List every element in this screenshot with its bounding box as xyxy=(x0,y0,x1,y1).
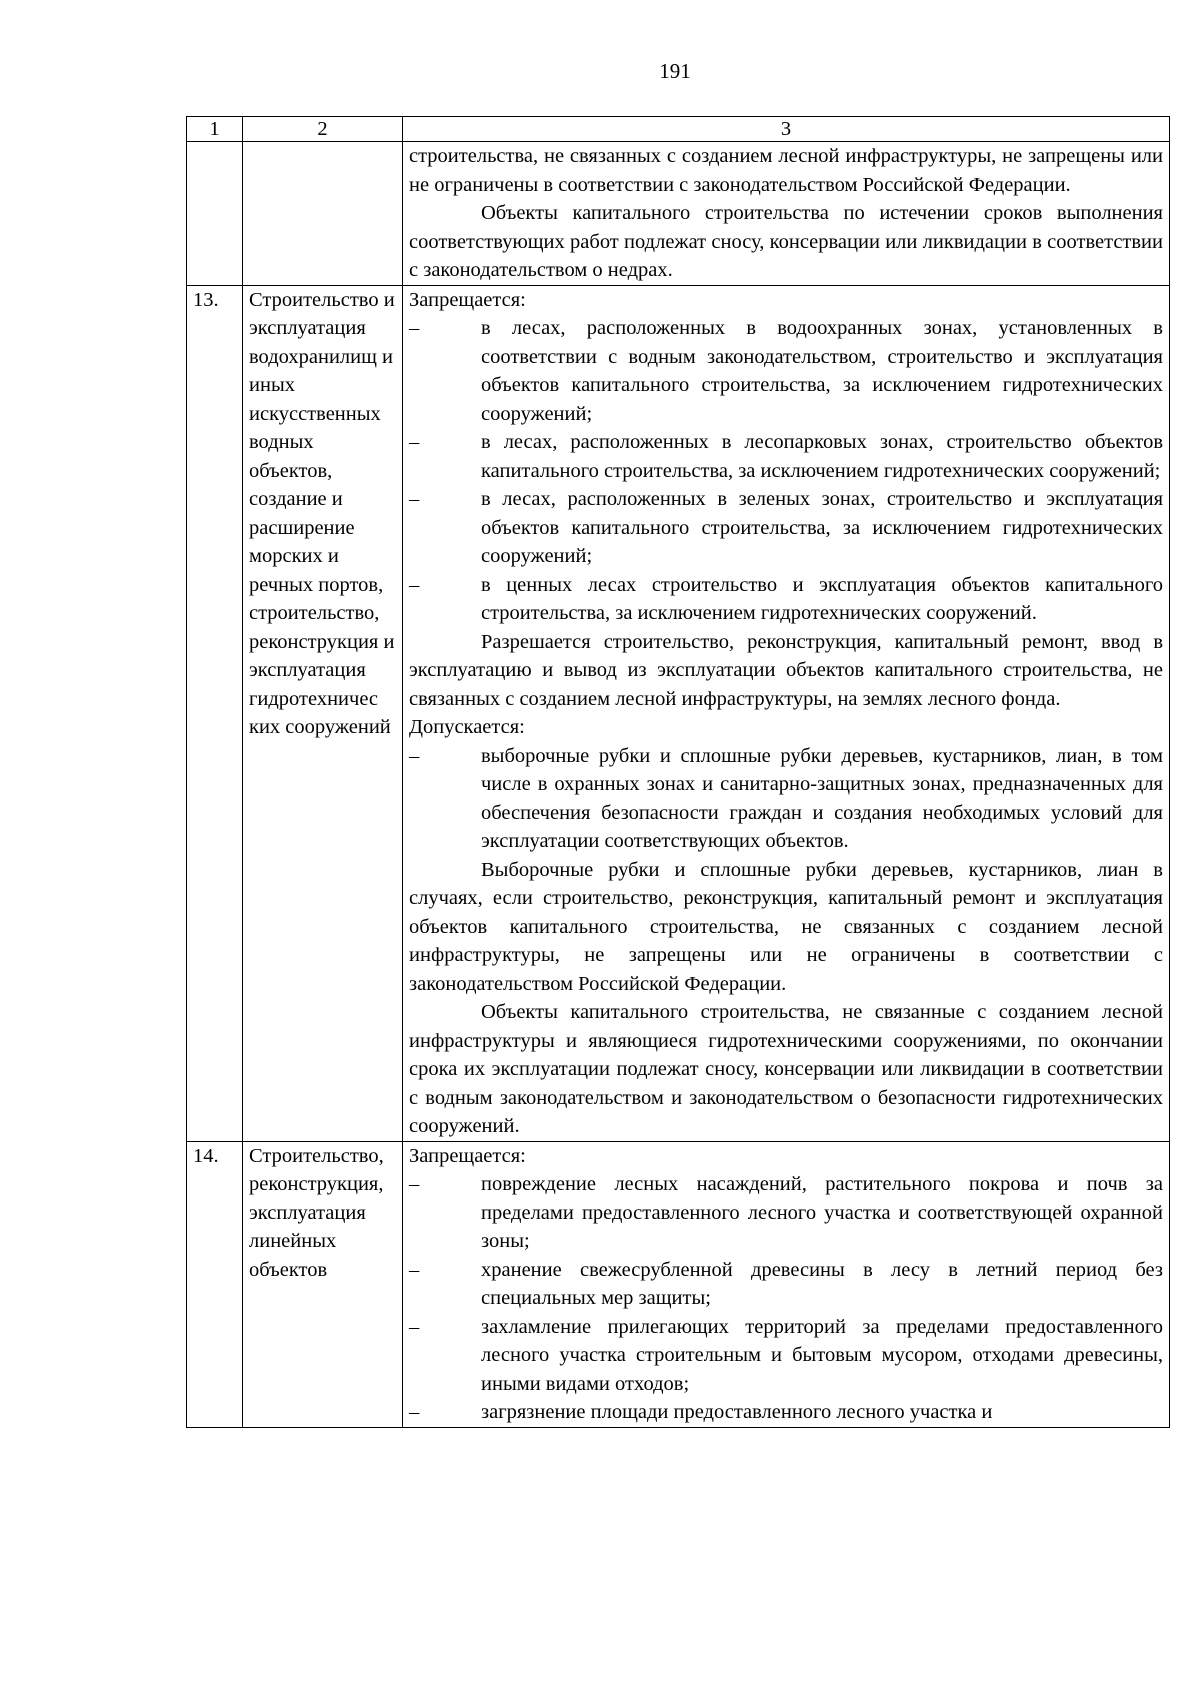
dash-list-item xyxy=(409,742,1163,856)
indented-paragraph: Разрешается строительство, реконструкция, капитальный ремонт, ввод в эксплуатацию и вывод из эксплуатации объектов капитального строительства, не связанных с созданием лесной инфраструктуры, на землях лесного фонда. xyxy=(409,630,1163,710)
row-number-cell xyxy=(187,142,243,286)
dash-item-text: в ценных лесах строительство и эксплуатация объектов капитального строительства, за исключением гидротехнических сооружений. xyxy=(481,573,1163,624)
dash-item-text: загрязнение площади предоставленного лесного участка и xyxy=(481,1401,993,1423)
row-content-cell xyxy=(403,142,1170,286)
column-header-1: 1 xyxy=(187,117,243,142)
dash-marker: – xyxy=(409,1258,420,1281)
dash-item-text: в лесах, расположенных в лесопарковых зонах, строительство объектов капитального строительства, за исключением гидротехнических сооружений; xyxy=(481,431,1163,482)
dash-item-text: в лесах, расположенных в водоохранных зонах, установленных в соответствии с водным законодательством, строительство и эксплуатация объектов капитального строительства, за исключением гидротехнических сооружений; xyxy=(481,317,1163,425)
dash-list-item xyxy=(409,428,1163,485)
dash-list-item xyxy=(409,485,1163,571)
dash-item-text: в лесах, расположенных в зеленых зонах, строительство и эксплуатация объектов капитального строительства, за исключением гидротехнических сооружений; xyxy=(481,488,1163,567)
page-number: 191 xyxy=(659,59,691,83)
dash-marker: – xyxy=(409,744,420,767)
dash-item-text: захламление прилегающих территорий за пределами предоставленного лесного участка строительным и бытовым мусором, отходами древесины, иными видами отходов; xyxy=(481,1315,1163,1395)
indented-paragraph: Объекты капитального строительства по истечении сроков выполнения соответствующих работ подлежат сносу, консервации или ликвидации в соответствии с законодательством о недрах. xyxy=(409,202,1163,281)
dash-marker: – xyxy=(409,431,420,453)
column-header-3: 3 xyxy=(403,117,1170,142)
table-row-continuation xyxy=(187,142,1170,286)
paragraph: Допускается: xyxy=(409,716,525,738)
dash-item-text: хранение свежесрубленной древесины в лесу в летний период без специальных мер защиты; xyxy=(481,1258,1163,1309)
row-content-cell xyxy=(403,285,1170,1141)
dash-list-item xyxy=(409,1313,1163,1399)
row-name-cell: Строительство и эксплуатация водохранилищ и иных искусственных водных объектов, создание и расширение морских и речных портов, строительство, реконструкция и эксплуатация гидротехничес ких сооружений xyxy=(243,285,403,1141)
table-row-13 xyxy=(187,285,1170,1141)
dash-list-item xyxy=(409,1170,1163,1256)
dash-marker: – xyxy=(409,317,420,339)
dash-marker: – xyxy=(409,488,420,510)
row-number-cell: 14. xyxy=(187,1141,243,1427)
dash-list-item xyxy=(409,1398,1163,1427)
paragraph: Запрещается: xyxy=(409,1144,526,1167)
dash-marker: – xyxy=(409,1173,420,1195)
dash-marker: – xyxy=(409,573,420,596)
column-header-2: 2 xyxy=(243,117,403,142)
paragraph: строительства, не связанных с созданием лесной инфраструктуры, не запрещены или не ограничены в соответствии с законодательством Российской Федерации. xyxy=(409,145,1163,196)
table-header-row xyxy=(187,117,1170,142)
row-name-cell xyxy=(243,142,403,286)
row-number-cell: 13. xyxy=(187,285,243,1141)
regulations-table xyxy=(186,116,1170,1428)
dash-list-item xyxy=(409,314,1163,428)
dash-marker: – xyxy=(409,1401,420,1423)
dash-item-text: выборочные рубки и сплошные рубки деревьев, кустарников, лиан, в том числе в охранных зонах и санитарно-защитных зонах, предназначенных для обеспечения безопасности граждан и создания необходимых условий для эксплуатации соответствующих объектов. xyxy=(481,744,1163,852)
dash-list-item xyxy=(409,571,1163,628)
indented-paragraph: Выборочные рубки и сплошные рубки деревьев, кустарников, лиан в случаях, если строительство, реконструкция, капитальный ремонт и эксплуатация объектов капитального строительства, не связанных с созданием лесной инфраструктуры, не запрещены или не ограничены в соответствии с законодательством Российской Федерации. xyxy=(409,858,1163,995)
dash-list-item xyxy=(409,1256,1163,1313)
paragraph: Запрещается: xyxy=(409,288,526,311)
dash-marker: – xyxy=(409,1315,420,1338)
dash-item-text: повреждение лесных насаждений, растительного покрова и почв за пределами предоставленного лесного участка и соответствующей охранной зоны; xyxy=(481,1173,1163,1252)
indented-paragraph: Объекты капитального строительства, не связанные с созданием лесной инфраструктуры и являющиеся гидротехническими сооружениями, по окончании срока их эксплуатации подлежат сносу, консервации или ликвидации в соответствии с водным законодательством и законодательством о безопасности гидротехнических сооружений. xyxy=(409,1001,1163,1137)
row-content-cell xyxy=(403,1141,1170,1427)
row-name-cell: Строительство, реконструкция, эксплуатация линейных объектов xyxy=(243,1141,403,1427)
table-row-14 xyxy=(187,1141,1170,1427)
